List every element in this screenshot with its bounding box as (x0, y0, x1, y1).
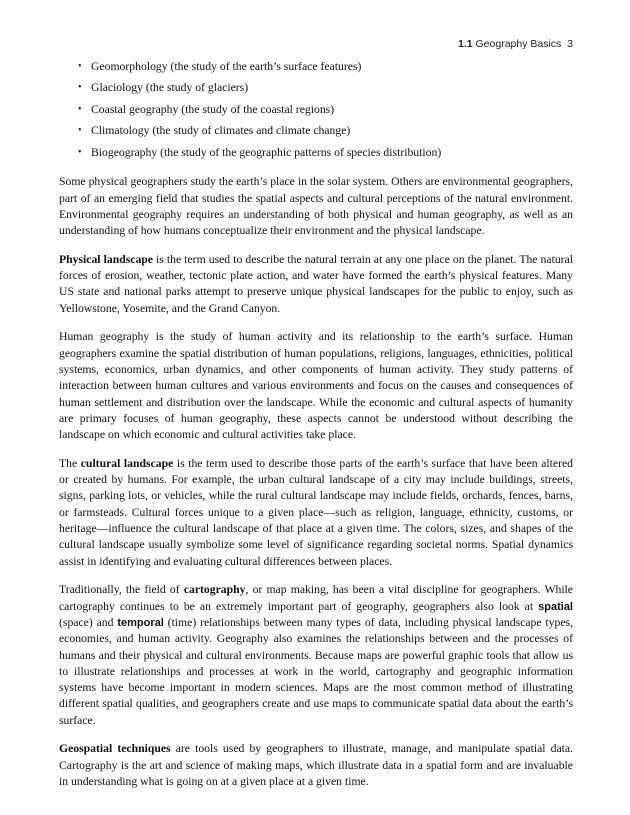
running-header (458, 38, 573, 50)
paragraph-environmental-geography: Some physical geographers study the earth’s place in the solar system. Others are environmental geographers, part of an emerging field that studies the spatial aspects and cultural perceptions of the natural environment. Environmental geography requires an understanding of both physical and human geography, as well as an understanding of how humans conceptualize their environment and the physical landscape. (59, 175, 573, 238)
list-item: • Climatology (the study of climates and climate change) (91, 123, 573, 139)
paragraph-text: , or map making, has been a vital discipline for geographers. While cartography continues to be an extremely important part of geography, geographers also look at (59, 583, 573, 613)
paragraph-text: Traditionally, the field of (59, 583, 184, 597)
key-term-physical-landscape: Physical landscape (59, 252, 153, 266)
list-item: • Geomorphology (the study of the earth’s surface features) (91, 59, 573, 75)
paragraph-text: are tools used by geographers to illustrate, manage, and manipulate spatial data. Cartography is the art and science of making maps, which illustrate data in a spatial form and are invaluable in understanding what is going on at a given place at a given time. (59, 742, 573, 788)
paragraph-text: (time) relationships between many types of data, including physical landscape types, economies, and human activity. Geography also examines the relationships between and the processes of humans and their physical and cultural environments. Because maps are powerful graphic tools that allow us to illustrate relationships and processes at work in the world, cartography and geographic information systems have become important in modern sciences. Maps are the most common method of illustrating different spatial qualities, and geographers create and use maps to communicate spatial data about the earth’s surface. (59, 615, 573, 727)
paragraph-physical-landscape (59, 252, 573, 317)
subfield-list (59, 59, 573, 161)
list-item: • Biogeography (the study of the geographic patterns of species distribution) (91, 145, 573, 161)
key-term-cartography: cartography (183, 583, 246, 597)
page-number: 3 (567, 38, 573, 50)
key-term-spatial: spatial (538, 600, 573, 613)
paragraph-human-geography: Human geography is the study of human activity and its relationship to the earth’s surface. Human geographers examine the spatial distribution of human populations, religions, languages, ethnicities, political systems, economics, urban dynamics, and other components of human activity. They study patterns of interaction between human cultures and various environments and focus on the causes and consequences of human settlement and distribution over the landscape. While the economic and cultural aspects of humanity are primary focuses of human geography, these aspects cannot be understood without describing the landscape on which economic and cultural activities take place. (59, 330, 573, 442)
list-item: • Coastal geography (the study of the coastal regions) (91, 102, 573, 118)
paragraph-text: is the term used to describe those parts of the earth’s surface that have been altered or created by humans. For example, the urban cultural landscape of a city may include buildings, streets, signs, parking lots, or vehicles, while the rural cultural landscape may include fields, orchards, fences, barns, or farmsteads. Cultural forces unique to a given place—such as religion, language, ethnicity, customs, or heritage—influence the cultural landscape of that place at a given time. The colors, sizes, and shapes of the cultural landscape usually symbolize some level of significance regarding societal norms. Spatial dynamics assist in identifying and evaluating cultural differences between places. (59, 456, 574, 568)
key-term-geospatial-techniques: Geospatial techniques (59, 742, 171, 756)
paragraph-text: (space) and (59, 615, 118, 629)
paragraph-cartography (59, 582, 573, 729)
key-term-temporal: temporal (117, 616, 164, 629)
paragraph-text: The (59, 456, 81, 470)
paragraph-cultural-landscape (59, 456, 573, 570)
paragraph-text: is the term used to describe the natural terrain at any one place on the planet. The natural forces of erosion, weather, tectonic plate action, and water have formed the earth’s physical features. Many US state and national parks attempt to preserve unique physical landscapes for the public to enjoy, such as Yellowstone, Yosemite, and the Grand Canyon. (59, 252, 573, 315)
list-item: • Glaciology (the study of glaciers) (91, 80, 573, 96)
section-title: Geography Basics (475, 38, 562, 50)
paragraph-geospatial-techniques (59, 741, 573, 790)
key-term-cultural-landscape: cultural landscape (80, 456, 174, 470)
section-number: 1.1 (457, 38, 473, 50)
document-body (59, 59, 573, 803)
